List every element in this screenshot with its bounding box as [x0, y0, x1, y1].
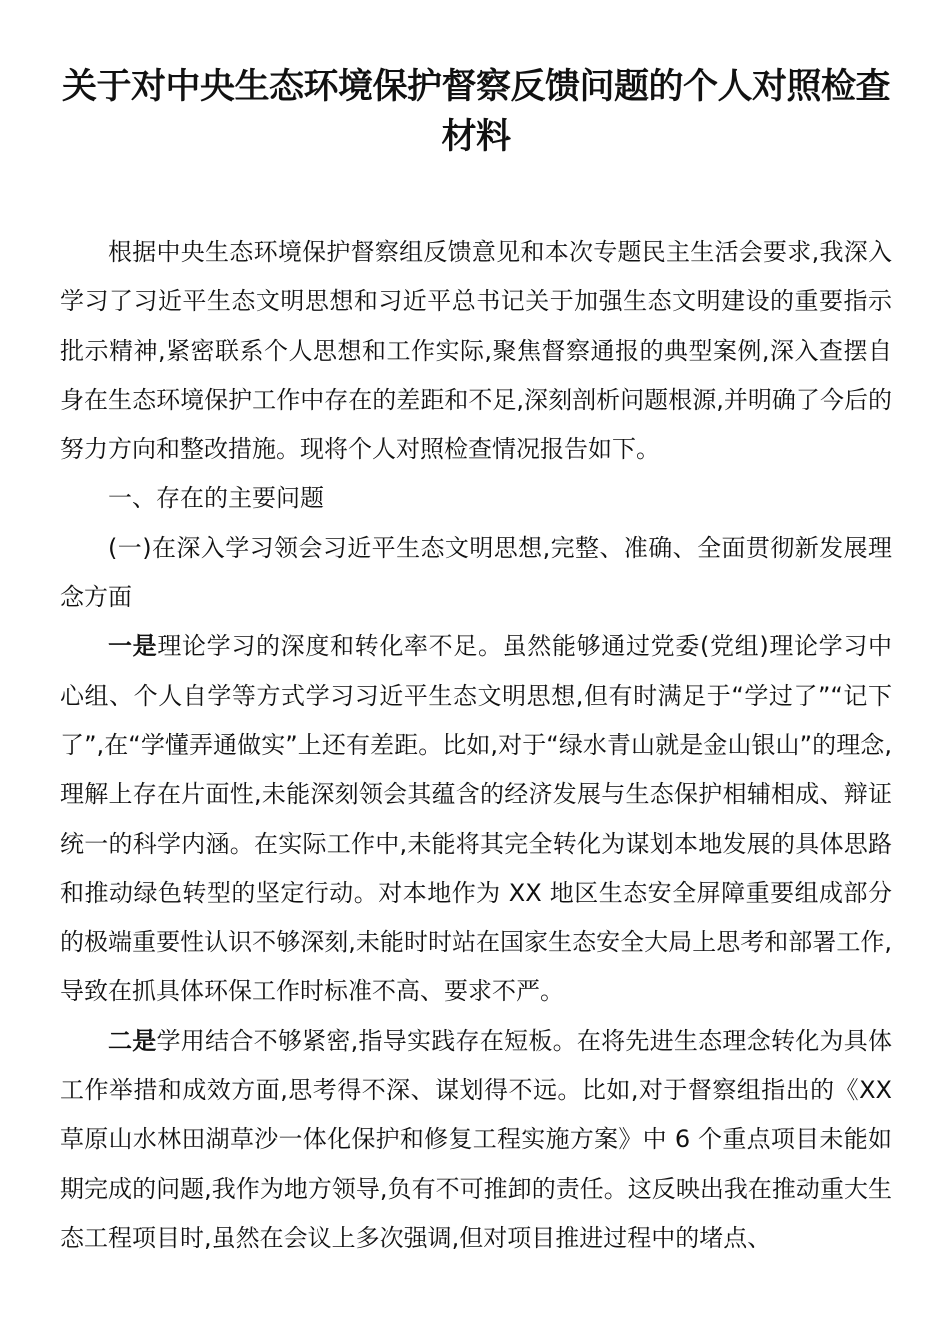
intro-paragraph: [60, 228, 892, 474]
document-page: [60, 62, 892, 1263]
section-heading: [60, 474, 892, 523]
paragraph-text: 根据中央生态环境保护督察组反馈意见和本次专题民主生活会要求,我深入学习了习近平生态文明思想和习近平总书记关于加强生态文明建设的重要指示批示精神,紧密联系个人思想和工作实际,聚焦督察通报的典型案例,深入查摆自身在生态环境保护工作中存在的差距和不足,深刻剖析问题根源,并明确了今后的努力方向和整改措施。现将个人对照检查情况报告如下。: [60, 238, 892, 464]
document-body: [60, 228, 892, 1263]
paragraph-text: 学用结合不够紧密,指导实践存在短板。在将先进生态理念转化为具体工作举措和成效方面,思考得不深、谋划得不远。比如,对于督察组指出的《XX 草原山水林田湖草沙一体化保护和修复工程实施方案》中 6 个重点项目未能如期完成的问题,我作为地方领导,负有不可推卸的责任。这反映出我在推动重大生态工程项目时,虽然在会议上多次强调,但对项目推进过程中的堵点、: [60, 1026, 892, 1252]
point-two-paragraph: [60, 1017, 892, 1263]
paragraph-text: 一、存在的主要问题: [108, 484, 324, 513]
document-title: 关于对中央生态环境保护督察反馈问题的个人对照检查材料: [61, 67, 890, 157]
subsection-heading: [60, 524, 892, 623]
paragraph-text: 理论学习的深度和转化率不足。虽然能够通过党委(党组)理论学习中心组、个人自学等方式学习习近平生态文明思想,但有时满足于“学过了”“记下了”,在“学懂弄通做实”上还有差距。比如,对于“绿水青山就是金山银山”的理念,理解上存在片面性,未能深刻领会其蕴含的经济发展与生态保护相辅相成、辩证统一的科学内涵。在实际工作中,未能将其完全转化为谋划本地发展的具体思路和推动绿色转型的坚定行动。对本地作为 XX 地区生态安全屏障重要组成部分的极端重要性认识不够深刻,未能时时站在国家生态安全大局上思考和部署工作,导致在抓具体环保工作时标准不高、要求不严。: [60, 632, 893, 1006]
paragraph-text: (一)在深入学习领会习近平生态文明思想,完整、准确、全面贯彻新发展理念方面: [60, 533, 892, 612]
point-one-paragraph: [60, 622, 892, 1016]
point-lead: 二是: [108, 1026, 157, 1055]
point-lead: 一是: [108, 632, 158, 661]
